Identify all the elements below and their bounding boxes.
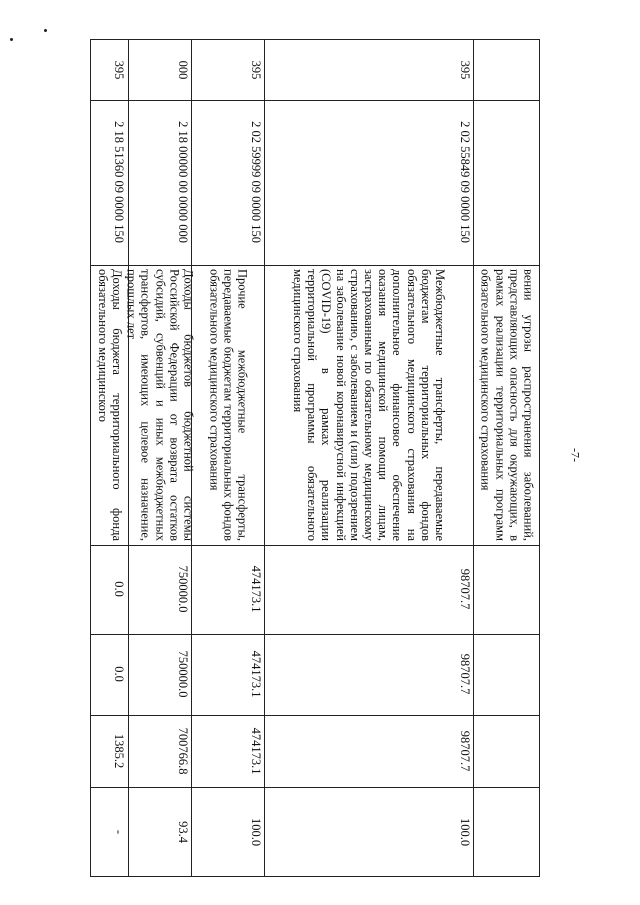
- table-row: [264, 787, 473, 878]
- table-row: [91, 545, 128, 634]
- row-executed: 98707.7: [458, 730, 472, 772]
- row-name: Прочие межбюджетные трансферты, передаваемые бюджетам территориальных фондов обязательного медицинского страхования: [206, 269, 249, 541]
- row-plan-refined: 750000.0: [176, 650, 190, 698]
- scan-dot: [44, 29, 47, 32]
- row-admin-code: 395: [112, 60, 126, 80]
- row-name: Межбюджетные трансферты, передаваемые бюджетам территориальных фондов обязательного медицинского страхования на дополнительное финансовое обеспечение оказания медицинской помощи лицам, застрахованным по обязательному медицинскому страхованию, с заболеванием и (или) подозрением на заболевание новой коронавирусной инфекцией (COVID-19) в рамках реализации территориальной программы обязательного медицинского страхования: [290, 269, 447, 541]
- table-row: [128, 715, 191, 787]
- row-plan-approved: 474173.1: [249, 565, 263, 613]
- table-row: [128, 634, 191, 715]
- table-row: [128, 40, 191, 100]
- row-executed: 474173.1: [249, 727, 263, 775]
- row-executed: 700766.8: [176, 727, 190, 775]
- row-plan-approved: 750000.0: [176, 565, 190, 613]
- table-row: [191, 715, 264, 787]
- row-plan-approved: 0.0: [112, 581, 126, 597]
- table-row: [91, 715, 128, 787]
- table-row: [473, 265, 540, 545]
- row-plan-approved: 98707.7: [458, 568, 472, 610]
- table-row: [128, 545, 191, 634]
- revenue-table: [90, 39, 540, 877]
- row-budget-code: 2 02 59999 09 0000 150: [249, 121, 263, 243]
- table-row: [124, 265, 196, 545]
- table-row: [91, 634, 128, 715]
- table-row: [264, 265, 473, 545]
- row-percent: 100.0: [249, 817, 263, 847]
- row-budget-code: 2 18 00000 00 0000 000: [176, 121, 190, 243]
- table-row: [91, 265, 128, 545]
- scan-dot: [10, 38, 13, 41]
- row-name: Доходы бюджета территориального фонда обязательного медицинского: [95, 269, 124, 541]
- table-row: [264, 715, 473, 787]
- table-row: [191, 100, 264, 265]
- row-budget-code: 2 02 55849 09 0000 150: [458, 121, 472, 243]
- table-row: [91, 40, 128, 100]
- table-row: [128, 100, 191, 265]
- row-budget-code: 2 18 51360 09 0000 150: [112, 121, 126, 243]
- row-executed: 1385.2: [112, 733, 126, 769]
- table-row: [191, 545, 264, 634]
- row-plan-refined: 98707.7: [458, 653, 472, 695]
- table-row: [191, 787, 264, 878]
- row-name: вении угрозы распространения заболеваний, представляющих опасность для окружающих, в рамках реализации территориальных программ обязательного медицинского страхования: [478, 269, 535, 541]
- row-percent: -: [112, 829, 126, 835]
- row-plan-refined: 474173.1: [249, 650, 263, 698]
- table-row: [191, 634, 264, 715]
- table-row: [264, 634, 473, 715]
- table-row: [91, 787, 128, 878]
- table-row: [91, 100, 128, 265]
- table-row: [191, 265, 264, 545]
- table-row: [264, 545, 473, 634]
- row-admin-code: 395: [249, 60, 263, 80]
- row-plan-refined: 0.0: [112, 666, 126, 682]
- table-row: [264, 40, 473, 100]
- page-number: -7-: [568, 448, 583, 462]
- table-row: [191, 40, 264, 100]
- row-admin-code: 395: [458, 60, 472, 80]
- row-percent: 100.0: [458, 817, 472, 847]
- table-row: [264, 100, 473, 265]
- row-admin-code: 000: [176, 60, 190, 80]
- table-row: [128, 787, 191, 878]
- row-name: Доходы бюджетов бюджетной системы Российской Федерации от возврата остатков субсидий, субвенций и иных межбюджетных трансфертов, имеющих целевое назначение, прошлых лет: [124, 269, 196, 541]
- row-percent: 93.4: [176, 821, 190, 843]
